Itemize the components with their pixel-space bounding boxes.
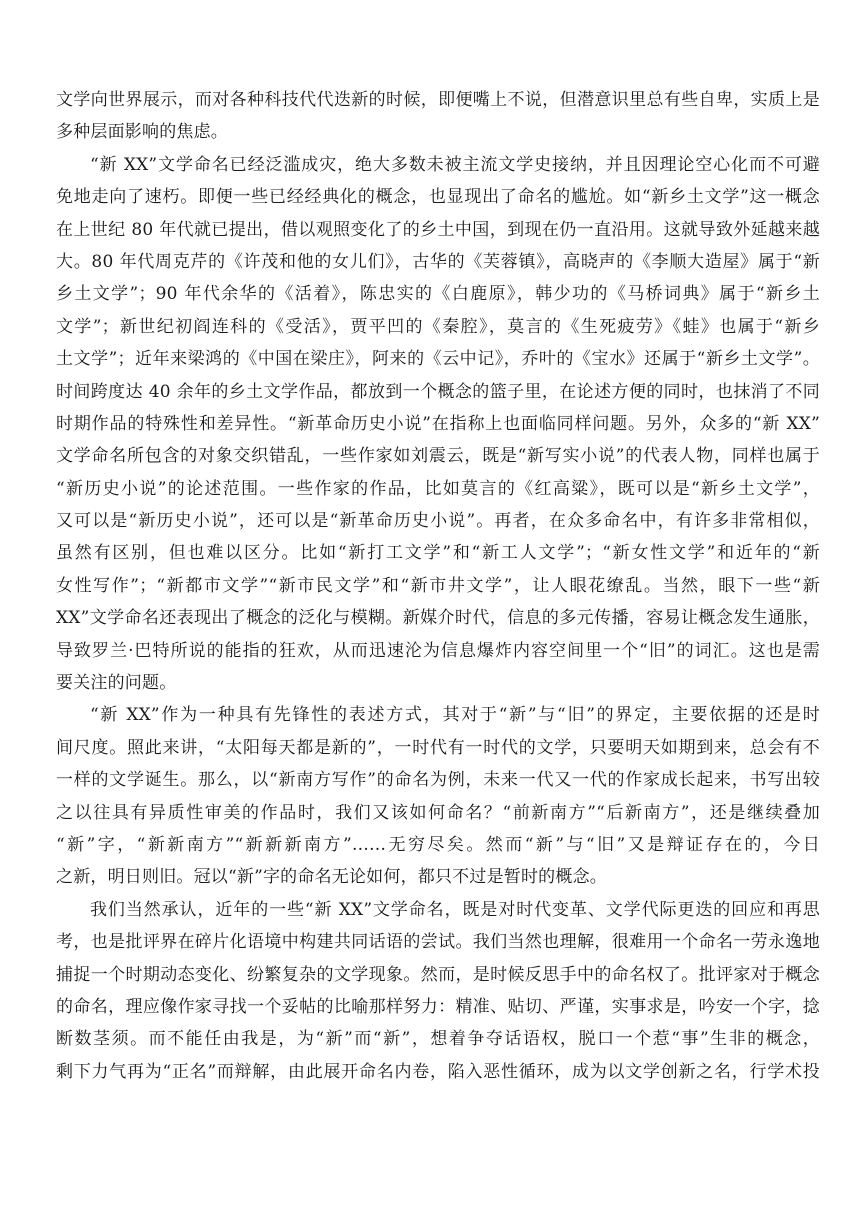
text-line: 剩下力气再为“正名”而辩解，由此展开命名内卷，陷入恶性循环，成为以文学创新之名，行学术投 [56,1061,820,1082]
text-line: 女性写作”；“新都市文学”“新市民文学”和“新市井文学”，让人眼花缭乱。当然，眼下一些“新 [56,575,820,596]
text-line: 断数茎须。而不能任由我是，为“新”而“新”，想着争夺话语权，脱口一个惹“事”生非的概念， [56,1029,820,1050]
paragraph [56,894,820,1088]
text-line: 又可以是“新历史小说”，还可以是“新革命历史小说”。再者，在众多命名中，有许多非常相似， [56,511,820,532]
document-body [56,84,820,1088]
text-line: 考，也是批评界在碎片化语境中构建共同话语的尝试。我们当然也理解，很难用一个命名一劳永逸地 [56,932,820,953]
text-line: “新 XX”作为一种具有先锋性的表述方式，其对于“新”与“旧”的界定，主要依据的还是时 [90,705,820,726]
paragraph [56,84,820,149]
text-line: 的命名，理应像作家寻找一个妥帖的比喻那样努力：精准、贴切、严谨，实事求是，吟安一个字，捻 [56,996,820,1017]
text-line: 时期作品的特殊性和差异性。“新革命历史小说”在指称上也面临同样问题。另外，众多的“新 XX” [56,413,820,434]
text-line: 多种层面影响的焦虑。 [56,122,228,143]
text-line: 一样的文学诞生。那么，以“新南方写作”的命名为例，未来一代又一代的作家成长起来，书写出较 [56,770,820,791]
text-line: 我们当然承认，近年的一些“新 XX”文学命名，既是对时代变革、文学代际更迭的回应和再思 [90,899,820,920]
text-line: 文学”；新世纪初阎连科的《受活》，贾平凹的《秦腔》，莫言的《生死疲劳》《蛙》也属于“新乡 [56,316,820,337]
text-line: 土文学”；近年来梁鸿的《中国在梁庄》，阿来的《云中记》，乔叶的《宝水》还属于“新乡土文学”。 [56,349,820,370]
text-line: 间尺度。照此来讲，“太阳每天都是新的”，一时代有一时代的文学，只要明天如期到来，总会有不 [56,737,820,758]
paragraph [56,149,820,700]
text-line: 文学命名所包含的对象交织错乱，一些作家如刘震云，既是“新写实小说”的代表人物，同样也属于 [56,446,820,467]
text-line: 捕捉一个时期动态变化、纷繁复杂的文学现象。然而，是时候反思手中的命名权了。批评家对于概念 [56,964,820,985]
text-line: 之新，明日则旧。冠以“新”字的命名无论如何，都只不过是暂时的概念。 [56,867,607,888]
text-line: 大。80 年代周克芹的《许茂和他的女儿们》，古华的《芙蓉镇》，高晓声的《李顺大造屋》属于“新 [56,251,820,272]
text-line: 之以往具有异质性审美的作品时，我们又该如何命名？“前新南方”“后新南方”，还是继续叠加 [56,802,820,823]
text-line: XX”文学命名还表现出了概念的泛化与模糊。新媒介时代，信息的多元传播，容易让概念发生通胀， [56,608,820,629]
text-line: “新历史小说”的论述范围。一些作家的作品，比如莫言的《红高粱》，既可以是“新乡土文学”， [56,478,820,499]
text-line: “新 XX”文学命名已经泛滥成灾，绝大多数未被主流文学史接纳，并且因理论空心化而不可避 [90,154,820,175]
text-line: 时间跨度达 40 余年的乡土文学作品，都放到一个概念的篮子里，在论述方便的同时，也抹消了不同 [56,381,820,402]
text-line: 导致罗兰·巴特所说的能指的狂欢，从而迅速沦为信息爆炸内容空间里一个“旧”的词汇。这也是需 [56,640,820,661]
text-line: 在上世纪 80 年代就已提出，借以观照变化了的乡土中国，到现在仍一直沿用。这就导致外延越来越 [56,219,820,240]
paragraph [56,699,820,893]
text-line: 要关注的问题。 [56,673,177,694]
text-line: 虽然有区别，但也难以区分。比如“新打工文学”和“新工人文学”；“新女性文学”和近年的“新 [56,543,820,564]
text-line: 文学向世界展示，而对各种科技代代迭新的时候，即便嘴上不说，但潜意识里总有些自卑，实质上是 [56,90,820,110]
text-line: 乡土文学”；90 年代余华的《活着》，陈忠实的《白鹿原》，韩少功的《马桥词典》属于“新乡土 [56,284,820,305]
text-line: “新”字，“新新南方”“新新新南方”……无穷尽矣。然而“新”与“旧”又是辩证存在的，今日 [56,834,820,855]
text-line: 免地走向了速朽。即便一些已经经典化的概念，也显现出了命名的尴尬。如“新乡土文学”这一概念 [56,187,820,208]
